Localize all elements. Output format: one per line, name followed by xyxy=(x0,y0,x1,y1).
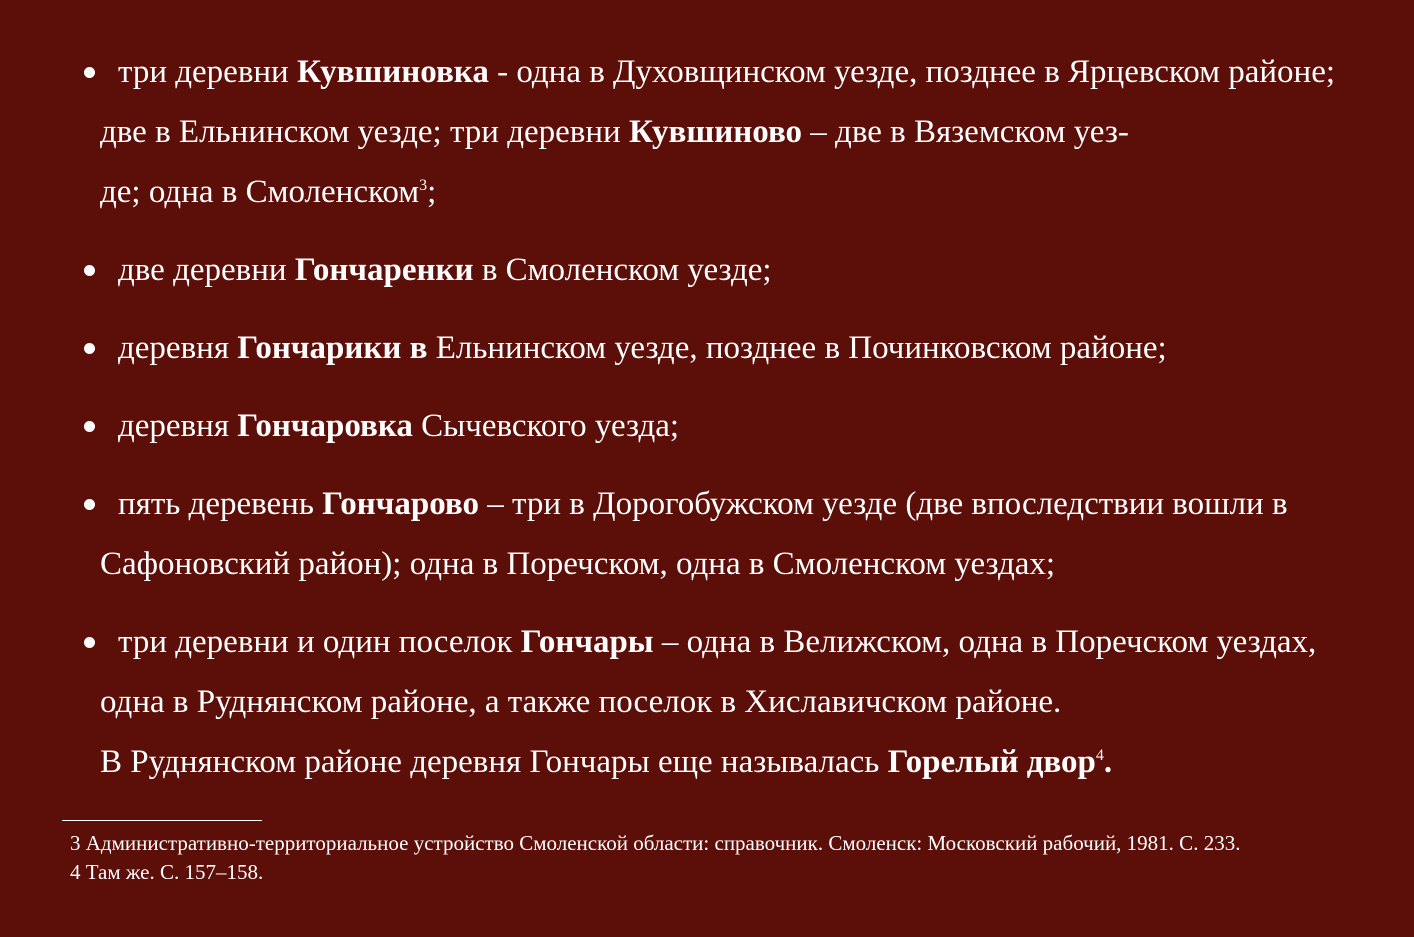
item-text: деревня xyxy=(118,408,238,444)
bullet-icon xyxy=(84,499,95,510)
settlement-name: Кувшиново xyxy=(628,114,803,150)
settlement-name: Гончарово xyxy=(322,486,479,522)
item-text: две деревни xyxy=(118,252,295,288)
item-text: ; xyxy=(427,174,437,210)
list-item-goncharovka xyxy=(84,396,1374,456)
item-text: . xyxy=(1103,744,1113,780)
list-item-gonchary xyxy=(84,612,1374,792)
bullet-icon xyxy=(84,421,95,432)
list-item-goncharikI xyxy=(84,318,1374,378)
footnote-ref: 3 xyxy=(419,177,428,194)
list-item-goncharovo xyxy=(84,474,1374,594)
bullet-icon xyxy=(84,67,95,78)
settlement-list xyxy=(84,42,1374,810)
footnote-ref: 4 xyxy=(1095,747,1104,764)
item-text: три деревни xyxy=(118,54,297,90)
settlement-name: Гончаренки xyxy=(294,252,474,288)
item-text: Сычевского уезда; xyxy=(412,408,680,444)
settlement-name: Кувшиновка xyxy=(296,54,489,90)
bullet-icon xyxy=(84,343,95,354)
bullet-icon xyxy=(84,265,95,276)
footnote-3: 3 Административно-территориальное устройство Смоленской области: справочник. Смоленск: Московский рабочий, 1981. С. 233. xyxy=(70,831,1241,855)
item-text: - одна в Духовщинском уезде, позднее в Ярцевском районе; две в Ельнинском уезде; три деревни xyxy=(100,54,1336,150)
settlement-name: Гончаровка xyxy=(237,408,413,444)
item-text: В Руднянском районе деревня Гончары еще называлась xyxy=(100,744,888,780)
item-text: – три в Дорогобужском уезде (две впоследствии вошли в Сафоновский район); одна в Поречском, одна в Смоленском уездах; xyxy=(100,486,1288,582)
item-text: де; одна в Смоленском xyxy=(100,174,420,210)
list-item-goncharenki xyxy=(84,240,1374,300)
footnote-4: 4 Там же. С. 157–158. xyxy=(70,860,264,884)
item-text: деревня xyxy=(118,330,238,366)
settlement-name: Гончарики в xyxy=(237,330,428,366)
item-text: в Смоленском уезде; xyxy=(473,252,772,288)
footnotes xyxy=(70,829,1390,887)
item-text: – две в Вяземском уез- xyxy=(802,114,1129,150)
item-text: – одна в Велижском, одна в Поречском уездах, одна в Руднянском районе, а также поселок в Хиславичском районе. xyxy=(100,624,1317,720)
bullet-icon xyxy=(84,637,95,648)
list-item-kuvshinovka xyxy=(84,42,1374,222)
item-text: три деревни и один поселок xyxy=(118,624,521,660)
settlement-name: Гончары xyxy=(520,624,654,660)
footnote-divider xyxy=(62,820,262,821)
item-text: пять деревень xyxy=(118,486,323,522)
item-text: Ельнинском уезде, позднее в Починковском районе; xyxy=(427,330,1167,366)
settlement-name: Горелый двор xyxy=(887,744,1096,780)
